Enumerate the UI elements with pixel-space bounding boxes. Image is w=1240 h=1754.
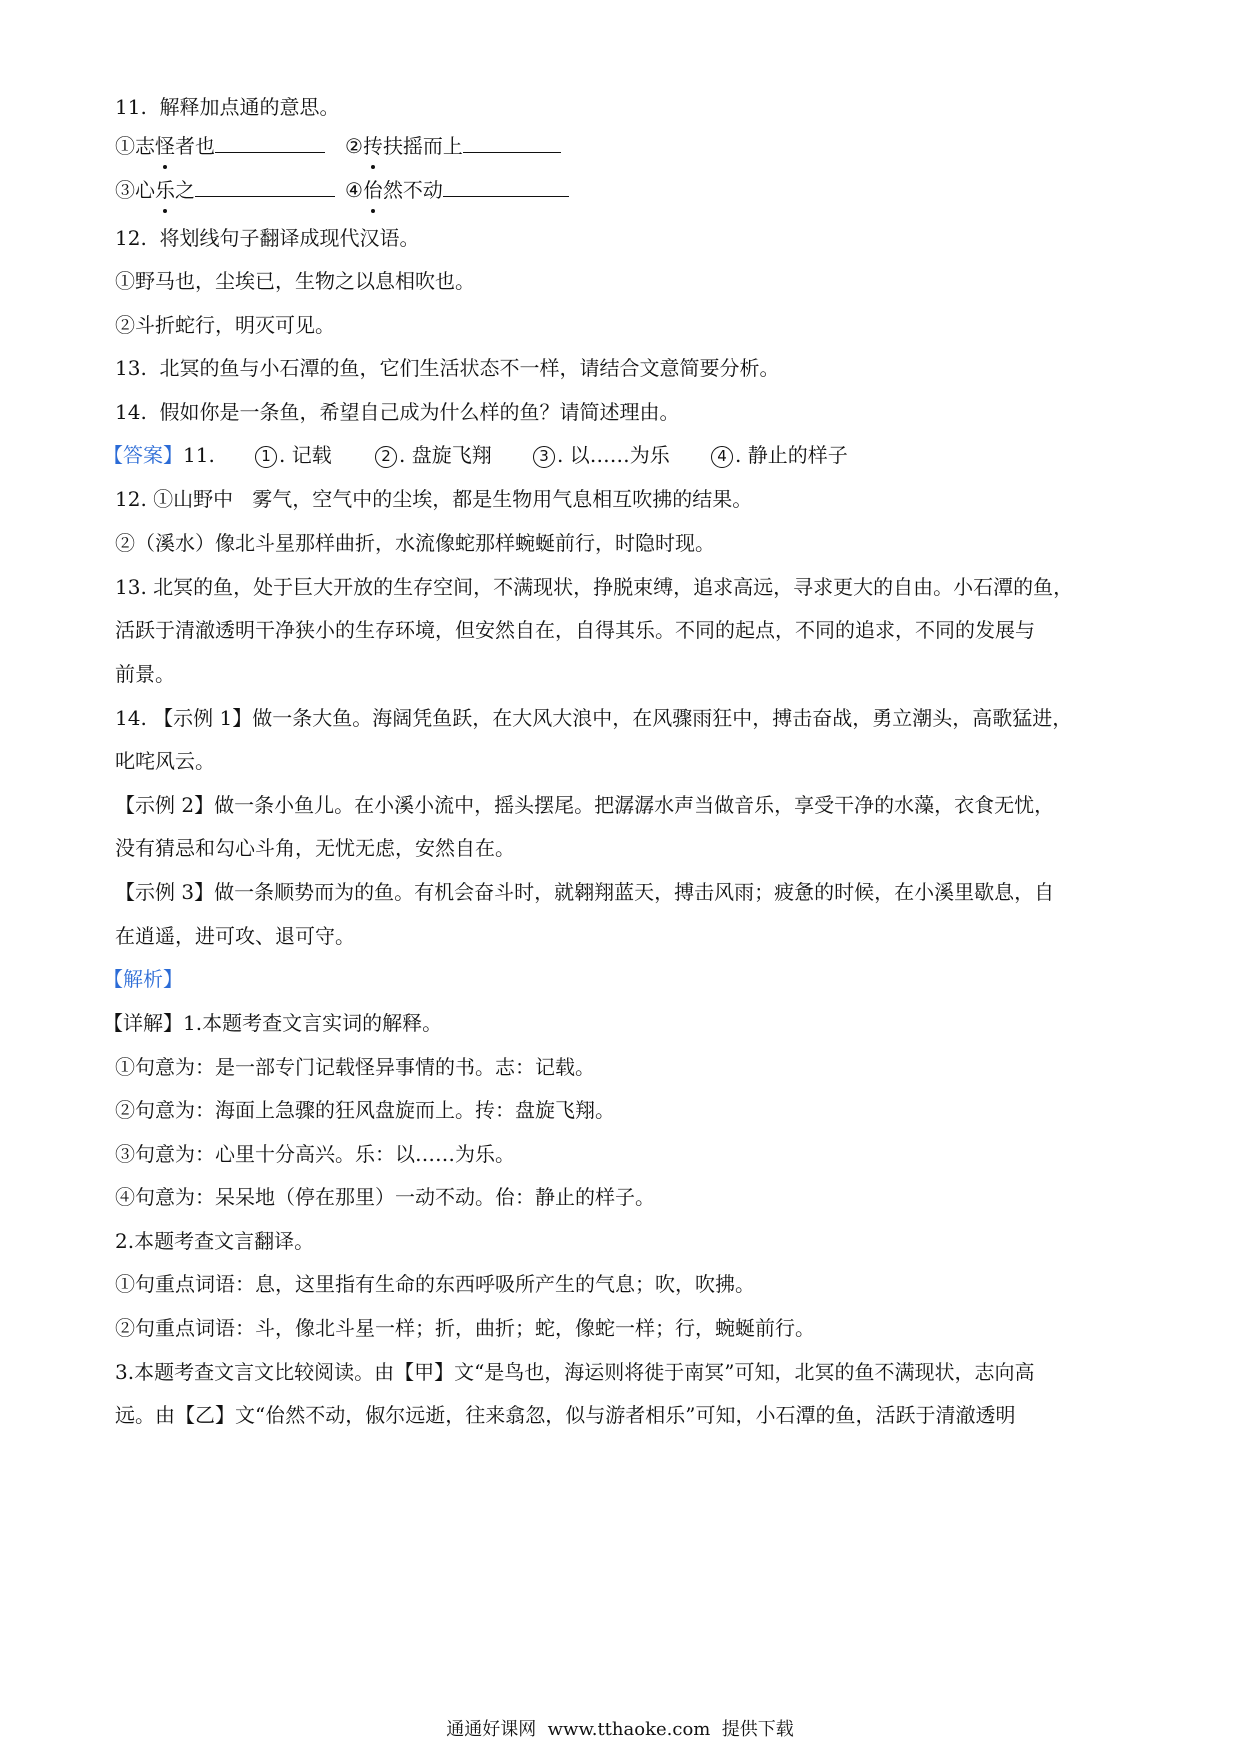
answer-14-line-4: 没有猜忌和勾心斗角，无忧无虑，安然自在。: [115, 836, 515, 860]
answer-11-row: [103, 440, 1123, 470]
emphasis-dot-char: 怪: [155, 131, 175, 161]
answer-14-line-6: 在逍遥，进可攻、退可守。: [115, 924, 355, 948]
analysis-line-9: 3.本题考查文言文比较阅读。由【甲】文“是鸟也，海运则将徙于南冥”可知，北冥的鱼不满现状，志向高: [115, 1360, 1035, 1384]
question-11-stem: 11. 解释加点通的意思。: [115, 95, 340, 119]
analysis-line-6: 2.本题考查文言翻译。: [115, 1229, 315, 1253]
answer-number: 11.: [183, 443, 215, 467]
answer-14-line-1: 14. 【示例 1】做一条大鱼。海阔凭鱼跃，在大风大浪中，在风骤雨狂中，搏击奋战，勇立潮头，高歌猛进，: [115, 706, 1073, 730]
question-12-sentence-1: ①野马也，尘埃已，生物之以息相吹也。: [115, 269, 475, 293]
circled-number-3: 3: [533, 446, 555, 468]
circled-number-1: 1: [255, 446, 277, 468]
answer-blank: [215, 130, 325, 153]
analysis-line-1: 【详解】1.本题考查文言实词的解释。: [103, 1011, 443, 1035]
question-12-sentence-2: ②斗折蛇行，明灭可见。: [115, 313, 335, 337]
emphasis-dot-char: 抟: [363, 131, 383, 161]
answer-13-line-3: 前景。: [115, 662, 175, 686]
answer-12-line-1: 12. ①山野中 雾气，空气中的尘埃，都是生物用气息相互吹拂的结果。: [115, 487, 753, 511]
answer-option-3: 3 . 以……为乐: [533, 440, 670, 470]
question-14-stem: 14. 假如你是一条鱼，希望自己成为什么样的鱼？请简述理由。: [115, 400, 680, 424]
analysis-line-8: ②句重点词语：斗，像北斗星一样；折，曲折；蛇，像蛇一样；行，蜿蜒前行。: [115, 1316, 815, 1340]
answer-blank: [463, 130, 561, 153]
answer-12-line-2: ②（溪水）像北斗星那样曲折，水流像蛇那样蜿蜒前行，时隐时现。: [115, 531, 715, 555]
question-13-stem: 13. 北冥的鱼与小石潭的鱼，它们生活状态不一样，请结合文意简要分析。: [115, 356, 780, 380]
q11-item-2: ②抟扶摇而上: [345, 130, 561, 161]
emphasis-dot-char: 乐: [155, 175, 175, 205]
answer-option-1: 1 . 记载: [255, 440, 332, 470]
answer-13-line-2: 活跃于清澈透明干净狭小的生存环境，但安然自在，自得其乐。不同的起点，不同的追求，不同的发展与: [115, 618, 1035, 642]
analysis-label: 【解析】: [103, 967, 183, 991]
q11-item-4: ④佁然不动: [345, 174, 569, 205]
analysis-line-7: ①句重点词语：息，这里指有生命的东西呼吸所产生的气息；吹，吹拂。: [115, 1272, 755, 1296]
circled-number-2: 2: [375, 446, 397, 468]
answer-option-4: 4 . 静止的样子: [711, 440, 848, 470]
analysis-line-2: ①句意为：是一部专门记载怪异事情的书。志：记载。: [115, 1055, 595, 1079]
circled-number-4: 4: [711, 446, 733, 468]
analysis-line-4: ③句意为：心里十分高兴。乐：以……为乐。: [115, 1142, 515, 1166]
answer-14-line-3: 【示例 2】做一条小鱼儿。在小溪小流中，摇头摆尾。把潺潺水声当做音乐，享受干净的水藻，衣食无忧，: [115, 793, 1055, 817]
q11-item-1: ①志怪者也: [115, 130, 325, 161]
answer-13-line-1: 13. 北冥的鱼，处于巨大开放的生存空间，不满现状，挣脱束缚，追求高远，寻求更大的自由。小石潭的鱼，: [115, 575, 1074, 599]
page-footer: 通通好课网 www.tthaoke.com 提供下载: [446, 1719, 794, 1740]
analysis-line-5: ④句意为：呆呆地（停在那里）一动不动。佁：静止的样子。: [115, 1185, 655, 1209]
answer-14-line-2: 叱咤风云。: [115, 749, 215, 773]
emphasis-dot-char: 佁: [363, 175, 383, 205]
answer-option-2: 2 . 盘旋飞翔: [375, 440, 492, 470]
answer-blank: [195, 174, 335, 197]
answer-14-line-5: 【示例 3】做一条顺势而为的鱼。有机会奋斗时，就翱翔蓝天，搏击风雨；疲惫的时候，在小溪里歇息，自: [115, 880, 1055, 904]
question-12-stem: 12. 将划线句子翻译成现代汉语。: [115, 226, 420, 250]
answer-blank: [443, 174, 569, 197]
analysis-line-3: ②句意为：海面上急骤的狂风盘旋而上。抟：盘旋飞翔。: [115, 1098, 615, 1122]
q11-item-3: ③心乐之: [115, 174, 335, 205]
answer-label: 【答案】: [103, 443, 183, 467]
analysis-line-10: 远。由【乙】文“佁然不动，俶尔远逝，往来翕忽，似与游者相乐”可知，小石潭的鱼，活跃于清澈透明: [115, 1403, 1016, 1427]
